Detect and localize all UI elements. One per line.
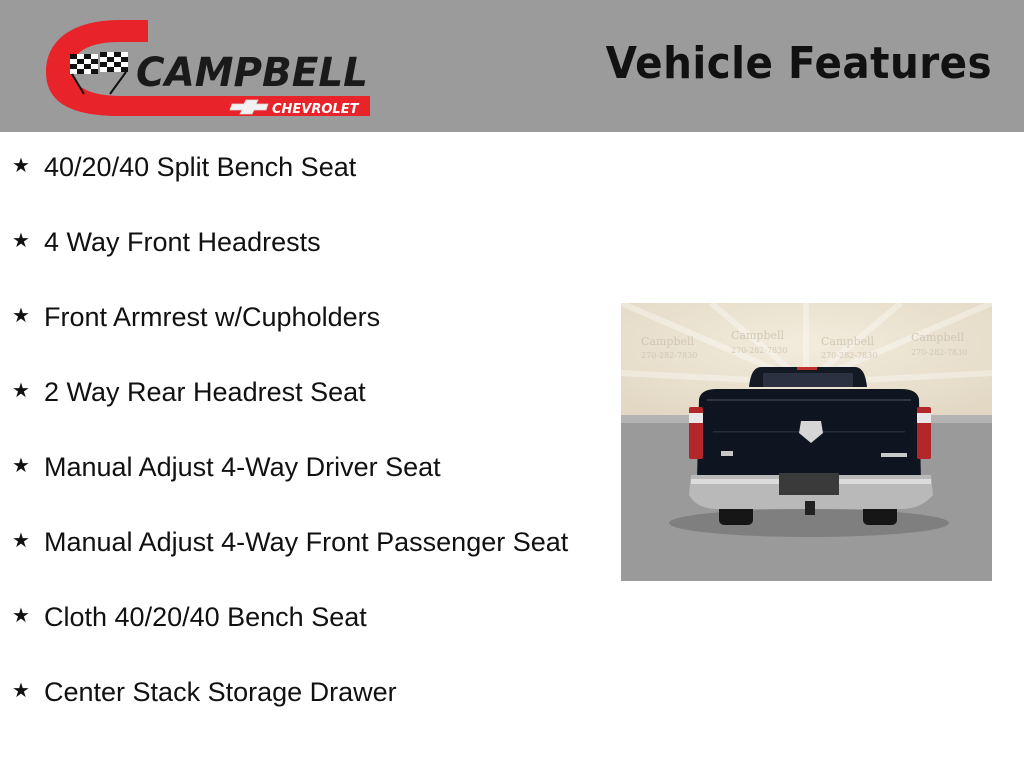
page-title: Vehicle Features — [605, 38, 992, 89]
list-item — [12, 525, 592, 559]
logo-subbrand: CHEVROLET — [272, 102, 359, 117]
list-item — [12, 675, 592, 709]
feature-label: Front Armrest w/Cupholders — [44, 302, 381, 332]
star-icon: ★ — [12, 678, 30, 702]
list-item — [12, 375, 592, 409]
svg-text:Campbell: Campbell — [911, 331, 965, 344]
feature-label: Manual Adjust 4-Way Front Passenger Seat — [44, 527, 569, 557]
feature-list — [12, 150, 592, 750]
svg-text:Campbell: Campbell — [641, 335, 695, 348]
star-icon: ★ — [12, 153, 30, 177]
star-icon: ★ — [12, 528, 30, 552]
svg-text:Campbell: Campbell — [821, 335, 875, 348]
star-icon: ★ — [12, 603, 30, 627]
star-icon: ★ — [12, 303, 30, 327]
list-item — [12, 225, 592, 259]
logo-wordmark: CAMPBELL — [136, 50, 368, 96]
feature-label: 4 Way Front Headrests — [44, 227, 321, 257]
list-item — [12, 300, 592, 334]
svg-text:270-282-7830: 270-282-7830 — [911, 348, 968, 357]
campbell-chevrolet-logo — [40, 14, 380, 120]
feature-label: 40/20/40 Split Bench Seat — [44, 152, 357, 182]
star-icon: ★ — [12, 228, 30, 252]
header-bar — [0, 0, 1024, 132]
feature-label: 2 Way Rear Headrest Seat — [44, 377, 366, 407]
svg-text:270-282-7830: 270-282-7830 — [821, 351, 878, 360]
feature-label: Cloth 40/20/40 Bench Seat — [44, 602, 367, 632]
star-icon: ★ — [12, 378, 30, 402]
list-item — [12, 450, 592, 484]
list-item — [12, 600, 592, 634]
svg-text:Campbell: Campbell — [731, 329, 785, 342]
svg-text:270-282-7830: 270-282-7830 — [731, 346, 788, 355]
svg-text:270-282-7830: 270-282-7830 — [641, 351, 698, 360]
truck-rear-photo — [621, 303, 992, 581]
feature-label: Center Stack Storage Drawer — [44, 677, 397, 707]
star-icon: ★ — [12, 453, 30, 477]
feature-label: Manual Adjust 4-Way Driver Seat — [44, 452, 441, 482]
list-item — [12, 150, 592, 184]
